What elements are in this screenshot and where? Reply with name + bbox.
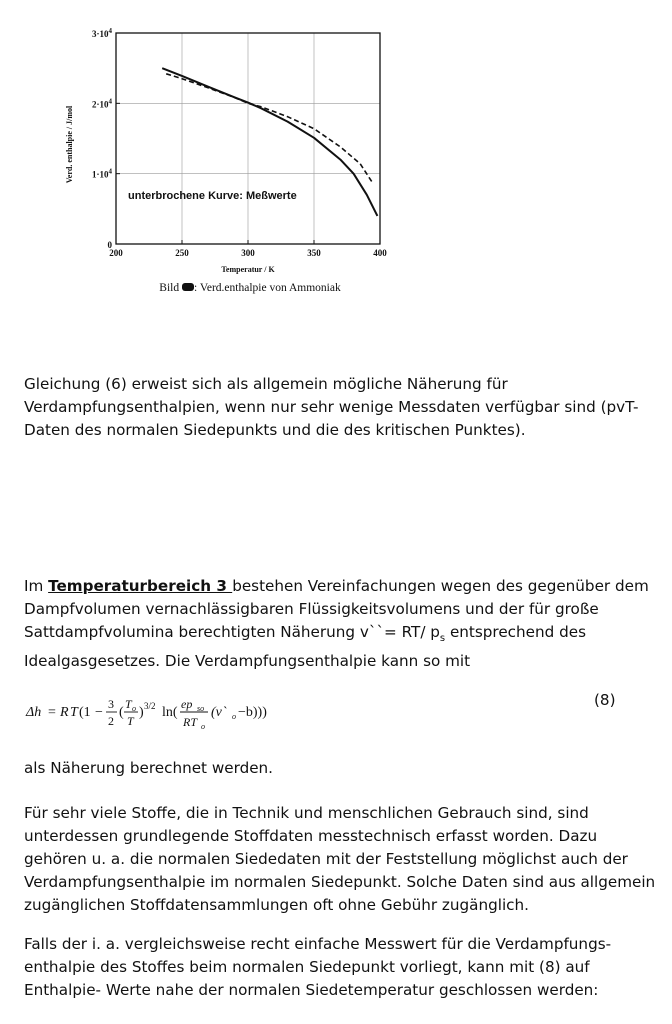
equation-number: (8) <box>594 691 616 709</box>
eq-open-one: (1 <box>79 705 91 720</box>
eq-R: R <box>60 705 69 720</box>
eq-RTo-sub: o <box>201 722 205 731</box>
figure-caption <box>0 282 500 294</box>
paragraph-2 <box>24 575 664 673</box>
y-tick-label: $1\cdot 10^4$ <box>91 167 112 180</box>
para2-after: bestehen Vereinfachungen wegen des gegenüber dem Dampfvolumen vernachlässigbaren Flüssigkeitsvolumens und der für große Sattdampfvolumina berechtigten Näherung v``= RT/ p <box>24 577 649 641</box>
eq-minus-b: −b))) <box>238 705 267 720</box>
caption-text: : Verd.enthalpie von Ammoniak <box>193 282 341 294</box>
eq-v-sub: o <box>232 712 236 721</box>
figure <box>0 0 672 310</box>
chart-annotation: unterbrochene Kurve: Meßwerte <box>128 189 297 202</box>
eq-minus: − <box>95 705 103 720</box>
para2-before: Im <box>24 577 49 595</box>
eq-v-term: (v` <box>211 705 227 720</box>
eq-To: T <box>125 697 132 711</box>
x-tick-label: 200 <box>109 248 123 258</box>
y-tick-label: $3\cdot 10^4$ <box>91 27 112 39</box>
paragraph-4: Für sehr viele Stoffe, die in Technik und menschlichen Gebrauch sind, sind unterdessen grundlegende Stoffdaten messtechnisch erfasst worden. Dazu gehören u. a. die normalen Siededaten mit der Feststellung möglichst auch der Verdampfungsenthalpie im normalen Siedepunkt. Solche Daten sind aus allgemein zugänglichen Stoffdatensammlungen oft ohne Gebühr zugänglich. <box>24 804 656 914</box>
x-tick-label: 250 <box>175 248 189 258</box>
x-tick-label: 350 <box>307 248 321 258</box>
equation-formula <box>24 689 324 737</box>
eq-close-paren: ) <box>139 705 144 720</box>
caption-prefix: Bild <box>159 282 182 294</box>
y-tick-label: 0 <box>107 240 112 250</box>
para2-sub: s <box>439 633 446 645</box>
y-axis-label: Verd. enthalpie / J/mol <box>65 105 74 184</box>
eq-open-paren: ( <box>119 705 124 720</box>
para2-term: Temperaturbereich 3 <box>48 577 233 595</box>
paragraph-5: Falls der i. a. vergleichsweise recht einfache Messwert für die Verdampfungs-enthalpie des Stoffes beim normalen Siedepunkt vorliegt, kann mit (8) auf Enthalpie- Werte nahe der normalen Siedetemperatur geschlossen werden: <box>24 935 612 999</box>
y-tick-label: $2\cdot 10^4$ <box>91 97 112 110</box>
eq-RT: RT <box>183 715 198 729</box>
eq-equals: = <box>48 705 56 720</box>
eq-ep: ep <box>181 697 193 711</box>
eq-exponent: 3/2 <box>144 701 156 711</box>
paragraph-1: Gleichung (6) erweist sich als allgemein mögliche Näherung für Verdampfungsenthalpien, wenn nur sehr wenige Messdaten verfügbar sind (pvT- Daten des normalen Siedepunkts und die des kritischen Punktes). <box>24 375 639 439</box>
eq-delta-h: Δh <box>26 705 42 720</box>
eq-T-den: T <box>127 714 134 728</box>
eq-ln: ln( <box>162 705 178 720</box>
eq-frac-num: 3 <box>108 697 114 711</box>
eq-To-sub: o <box>132 704 136 713</box>
eq-frac-den: 2 <box>108 714 114 728</box>
eq-p-sub: so <box>197 704 205 713</box>
caption-redaction-mark <box>182 283 194 291</box>
x-axis-label: Temperatur / K <box>221 265 275 274</box>
eq-T: T <box>70 705 78 720</box>
equation-8 <box>24 689 664 737</box>
series-line-measured <box>166 74 372 182</box>
x-tick-label: 300 <box>241 248 255 258</box>
paragraph-3: als Näherung berechnet werden. <box>24 759 274 777</box>
x-tick-label: 400 <box>373 248 387 258</box>
ammonia-enthalpy-chart <box>0 0 672 310</box>
para2-tail: entsprechend des Idealgasgesetzes. Die Verdampfungsenthalpie kann so mit <box>24 623 586 671</box>
